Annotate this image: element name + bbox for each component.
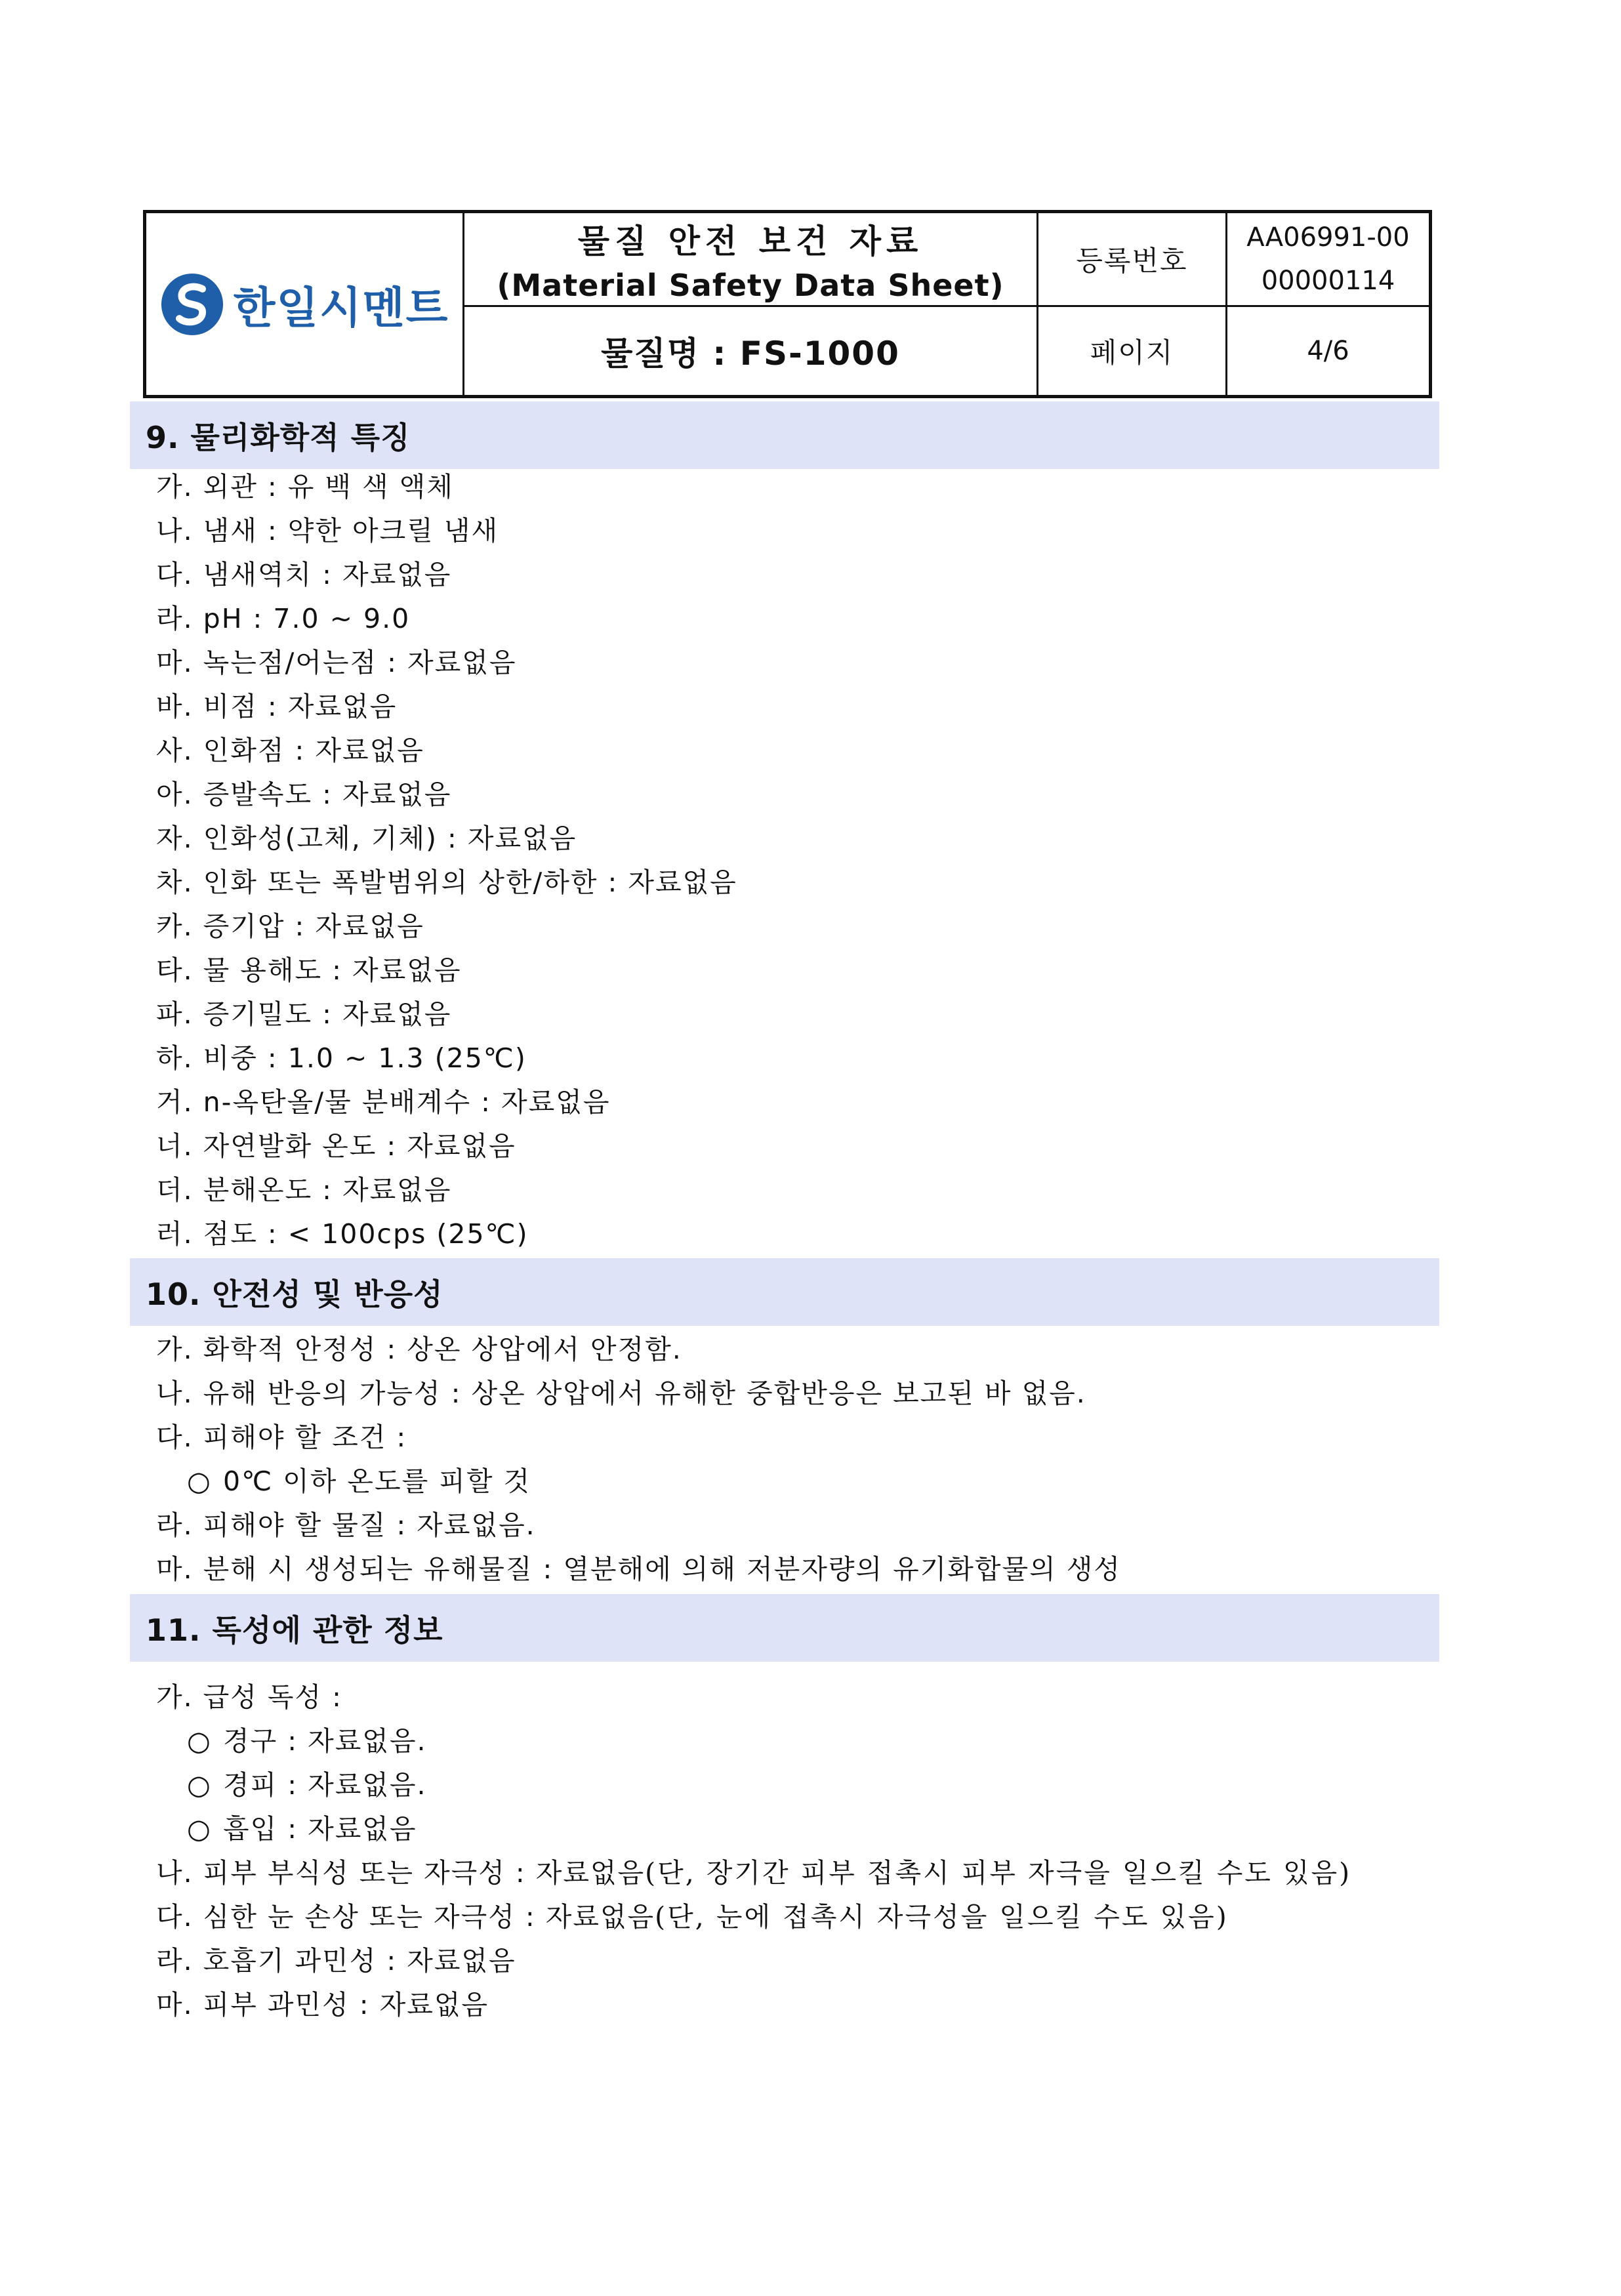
title-english: (Material Safety Data Sheet) bbox=[497, 268, 1004, 303]
section-9-heading: 9. 물리화학적 특징 bbox=[130, 401, 1439, 469]
list-item: 사. 인화점 : 자료없음 bbox=[156, 735, 424, 766]
list-item: 라. pH : 7.0 ~ 9.0 bbox=[156, 603, 411, 634]
list-item: 아. 증발속도 : 자료없음 bbox=[156, 779, 452, 810]
list-item-note: (단, 장기간 피부 접촉시 피부 자극을 일으킬 수도 있음) bbox=[645, 1857, 1352, 1889]
list-item bbox=[156, 1898, 1229, 1935]
list-item: 바. 비점 : 자료없음 bbox=[156, 691, 398, 722]
list-item bbox=[187, 1463, 531, 1500]
list-item: 차. 인화 또는 폭발범위의 상한/하한 : 자료없음 bbox=[156, 867, 737, 898]
company-name: 한일시멘트 bbox=[233, 283, 449, 333]
registration-number bbox=[1227, 213, 1429, 305]
list-item bbox=[156, 1855, 1351, 1891]
list-item: 마. 분해 시 생성되는 유해물질 : 열분해에 의해 저분자량의 유기화합물의 생성 bbox=[156, 1553, 1121, 1585]
list-item: 가. 외관 : 유 백 색 액체 bbox=[156, 471, 454, 502]
company-logo-icon bbox=[160, 272, 224, 337]
list-item: 너. 자연발화 온도 : 자료없음 bbox=[156, 1130, 516, 1162]
list-item bbox=[187, 1767, 427, 1803]
list-item: 가. 급성 독성 : bbox=[156, 1681, 342, 1713]
list-item-text: 나. 피부 부식성 또는 자극성 : 자료없음 bbox=[156, 1857, 646, 1889]
list-item: 카. 증기압 : 자료없음 bbox=[156, 911, 424, 942]
list-item: 마. 피부 과민성 : 자료없음 bbox=[156, 1989, 489, 2020]
registration-label: 등록번호 bbox=[1076, 245, 1188, 277]
list-item: 마. 녹는점/어는점 : 자료없음 bbox=[156, 647, 517, 678]
list-item: 라. 호흡기 과민성 : 자료없음 bbox=[156, 1945, 516, 1977]
list-item: 하. 비중 : 1.0 ~ 1.3 (25℃) bbox=[156, 1042, 527, 1074]
list-item: 나. 유해 반응의 가능성 : 상온 상압에서 유해한 중합반응은 보고된 바 없음. bbox=[156, 1378, 1086, 1409]
title-korean: 물질 안전 보건 자료 bbox=[577, 222, 924, 260]
registration-number-line1: AA06991-00 bbox=[1246, 222, 1410, 253]
header-table bbox=[143, 210, 1432, 398]
bullet-icon: ○ bbox=[187, 1725, 212, 1757]
list-item bbox=[187, 1811, 417, 1847]
list-item: 거. n-옥탄올/물 분배계수 : 자료없음 bbox=[156, 1086, 611, 1118]
section-11-heading: 11. 독성에 관한 정보 bbox=[130, 1594, 1439, 1662]
bullet-icon: ○ bbox=[187, 1769, 212, 1801]
material-name: 물질명 : FS-1000 bbox=[601, 335, 900, 373]
list-item-text: 경구 : 자료없음. bbox=[223, 1725, 427, 1757]
list-item: 가. 화학적 안정성 : 상온 상압에서 안정함. bbox=[156, 1334, 682, 1365]
list-item-text: 0℃ 이하 온도를 피할 것 bbox=[223, 1466, 531, 1497]
list-item bbox=[187, 1723, 427, 1759]
list-item: 러. 점도 : < 100cps (25℃) bbox=[156, 1218, 529, 1250]
list-item: 타. 물 용해도 : 자료없음 bbox=[156, 954, 462, 986]
section-10-heading: 10. 안전성 및 반응성 bbox=[130, 1258, 1439, 1326]
bullet-icon: ○ bbox=[187, 1466, 212, 1497]
list-item-text: 경피 : 자료없음. bbox=[223, 1769, 427, 1801]
list-item-note: (단, 눈에 접촉시 자극성을 일으킬 수도 있음) bbox=[655, 1901, 1229, 1933]
page-number: 4/6 bbox=[1307, 336, 1349, 366]
list-item: 자. 인화성(고체, 기체) : 자료없음 bbox=[156, 823, 577, 854]
list-item: 더. 분해온도 : 자료없음 bbox=[156, 1174, 452, 1206]
list-item: 다. 냄새역치 : 자료없음 bbox=[156, 559, 452, 590]
bullet-icon: ○ bbox=[187, 1813, 212, 1845]
list-item: 파. 증기밀도 : 자료없음 bbox=[156, 998, 452, 1030]
list-item: 라. 피해야 할 물질 : 자료없음. bbox=[156, 1509, 536, 1541]
company-logo bbox=[146, 213, 462, 395]
list-item: 다. 피해야 할 조건 : bbox=[156, 1422, 407, 1453]
page-label: 페이지 bbox=[1090, 337, 1174, 369]
list-item-text: 흡입 : 자료없음 bbox=[223, 1813, 417, 1845]
registration-number-line2: 00000114 bbox=[1261, 266, 1395, 296]
list-item-text: 다. 심한 눈 손상 또는 자극성 : 자료없음 bbox=[156, 1901, 655, 1933]
document-title bbox=[464, 213, 1036, 305]
list-item: 나. 냄새 : 약한 아크릴 냄새 bbox=[156, 515, 499, 546]
